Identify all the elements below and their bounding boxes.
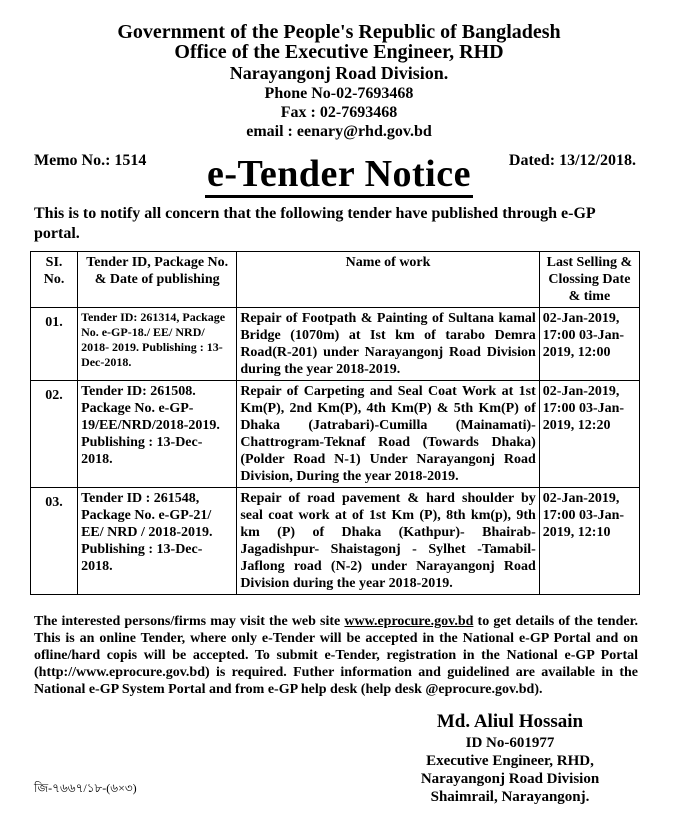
notice-title-text: e-Tender Notice bbox=[205, 153, 473, 198]
row-date: 02-Jan-2019, 17:00 03-Jan-2019, 12:20 bbox=[539, 381, 639, 488]
phone-number: Phone No-02-7693468 bbox=[264, 85, 414, 102]
row-date: 02-Jan-2019, 17:00 03-Jan-2019, 12:00 bbox=[539, 308, 639, 381]
eprocure-link[interactable]: www.eprocure.gov.bd bbox=[344, 614, 474, 629]
table-row bbox=[31, 308, 640, 381]
row-tender-id: Tender ID : 261548, Package No. e-GP-21/ EE/ NRD / 2018-2019. Publishing : 13-Dec-2018. bbox=[78, 488, 237, 595]
table-row bbox=[31, 381, 640, 488]
fax-number: Fax : 02-7693468 bbox=[280, 104, 398, 121]
tender-table bbox=[30, 251, 640, 595]
top-edge bbox=[0, 0, 678, 6]
row-tender-id: Tender ID: 261508. Package No. e-GP-19/EE/NRD/2018-2019. Publishing : 13-Dec-2018. bbox=[78, 381, 237, 488]
row-date: 02-Jan-2019, 17:00 03-Jan-2019, 12:10 bbox=[539, 488, 639, 595]
header-sl: SI. No. bbox=[31, 252, 78, 308]
footer-after-link: to get details of the tender. This is an online Tender, where only e-Tender will be accepted in the National e-GP Portal and on ofline/hard copis will be accepted. To submit e-Tender, registration in the National e-GP Portal (http://www.eprocure.gov.bd) is required. Futher information and guidelined are available in the National e-GP System Portal and from e-GP help desk (help desk @eprocure.gov.bd). bbox=[34, 614, 639, 697]
table-row bbox=[31, 488, 640, 595]
table-header-row bbox=[31, 252, 640, 308]
email-address: email : eenary@rhd.gov.bd bbox=[246, 123, 432, 140]
signatory-division: Narayangonj Road Division bbox=[420, 771, 600, 787]
header-work: Name of work bbox=[237, 252, 539, 308]
header-date: Last Selling & Clossing Date & time bbox=[539, 252, 639, 308]
row-sl: 01. bbox=[31, 308, 78, 381]
intro-text: This is to notify all concern that the following tender have published through e-GP portal. bbox=[34, 205, 595, 242]
row-work: Repair of Footpath & Painting of Sultana kamal Bridge (1070m) at Ist km of tarabo Demra Road(R-201) under Narayangonj Road Division during the year 2018-2019. bbox=[237, 308, 539, 381]
row-sl: 03. bbox=[31, 488, 78, 595]
signature-block bbox=[380, 710, 640, 806]
row-sl: 02. bbox=[31, 381, 78, 488]
signatory-designation: Executive Engineer, RHD, bbox=[426, 753, 594, 769]
division-name: Narayangonj Road Division. bbox=[229, 63, 449, 83]
memo-number: Memo No.: 1514 bbox=[34, 152, 147, 169]
office-name: Office of the Executive Engineer, RHD bbox=[174, 41, 504, 63]
publication-code: জি-৭৬৬৭/১৮-(৬×৩) bbox=[34, 781, 137, 795]
signatory-name: Md. Aliul Hossain bbox=[436, 711, 584, 732]
signatory-address: Shaimrail, Narayangonj. bbox=[430, 789, 590, 805]
notice-date: Dated: 13/12/2018. bbox=[508, 152, 636, 169]
row-work: Repair of Carpeting and Seal Coat Work at 1st Km(P), 2nd Km(P), 4th Km(P) & 5th Km(P) of Dhaka (Jatrabari)-Cumilla (Mainamati)- Chattrogram-Teknaf Road (Towards Dhaka) (Polder Road N-1) Under Narayangonj Road Division, During the year 2018-2019. bbox=[237, 381, 539, 488]
government-name: Government of the People's Republic of Bangladesh bbox=[117, 21, 561, 43]
footer-before-link: The interested persons/firms may visit the web site bbox=[34, 614, 345, 629]
row-work: Repair of road pavement & hard shoulder by seal coat work at of 1st Km (P), 8th km(p), 9th km (P) of Dhaka (Kathpur)- Bhairab-Jagadishpur- Shaistagonj - Sylhet -Tamabil-Jaflong road (N-2) under Narayangonj Road Division during the year 2018-2019. bbox=[237, 488, 539, 595]
header-tender-id: Tender ID, Package No. & Date of publishing bbox=[78, 252, 237, 308]
letterhead bbox=[0, 22, 678, 141]
row-tender-id: Tender ID: 261314, Package No. e-GP-18./ EE/ NRD/ 2018- 2019. Publishing : 13-Dec-2018. bbox=[78, 308, 237, 381]
footer-text bbox=[34, 613, 638, 698]
signatory-id: ID No-601977 bbox=[465, 735, 555, 751]
